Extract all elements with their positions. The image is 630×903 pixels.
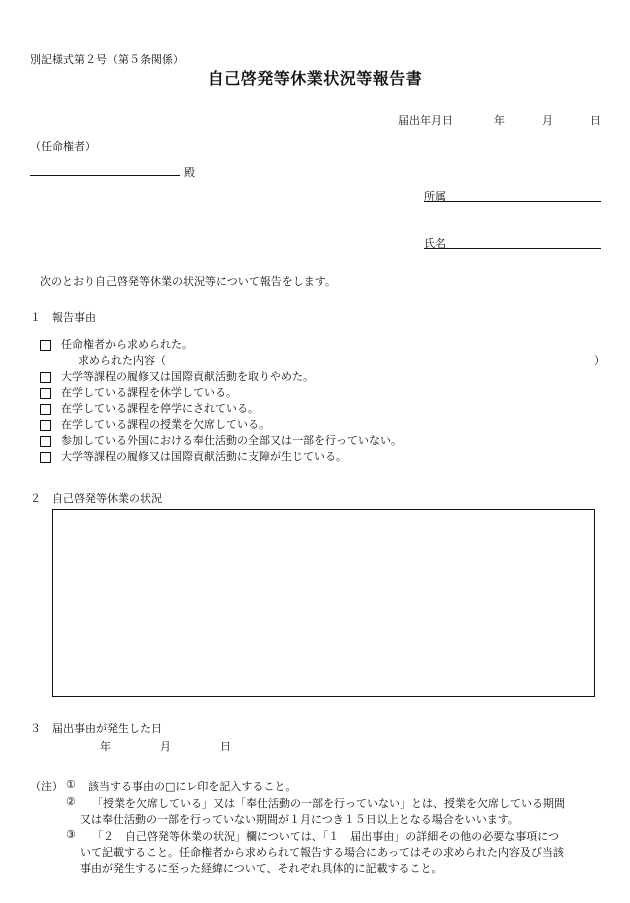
reason-item[interactable]	[40, 449, 402, 465]
checkbox[interactable]	[40, 372, 51, 383]
status-textbox[interactable]	[52, 509, 595, 697]
note-text: 「２ 自己啓発等休業の状況」欄については、「１ 届出事由」の詳細その他の必要な事項につ	[92, 830, 560, 843]
reason-label: 大学等課程の履修又は国際貢献活動に支障が生じている。	[61, 450, 347, 463]
checkbox[interactable]	[40, 436, 51, 447]
dono-honorific: 殿	[184, 166, 195, 179]
checkbox[interactable]	[40, 388, 51, 399]
notes-prefix: （注）	[30, 780, 63, 793]
intro-text: 次のとおり自己啓発等休業の状況等について報告をします。	[40, 275, 336, 288]
page-title: 自己啓発等休業状況等報告書	[207, 69, 423, 88]
reason-item[interactable]	[40, 401, 402, 417]
note-number: ③	[66, 828, 76, 841]
reason-label: 任命権者から求められた。	[61, 338, 193, 351]
reason-label: 在学している課程を停学にされている。	[61, 402, 259, 415]
checkbox[interactable]	[40, 452, 51, 463]
reason-label: 在学している課程を休学している。	[61, 386, 237, 399]
affiliation-line[interactable]	[424, 201, 601, 202]
note-text: 「授業を欠席している」又は「奉仕活動の一部を行っていない」とは、授業を欠席している期間	[92, 797, 565, 810]
reason-label: 大学等課程の履修又は国際貢献活動を取りやめた。	[61, 370, 314, 383]
submission-date-day: 日	[590, 114, 601, 127]
reason-item[interactable]	[40, 385, 402, 401]
reason-item[interactable]	[40, 433, 402, 449]
reason-item[interactable]	[40, 417, 402, 433]
requested-content-close: ）	[594, 354, 605, 367]
checkbox[interactable]	[40, 340, 51, 351]
submission-date-year: 年	[494, 114, 505, 127]
reason-item[interactable]	[40, 337, 402, 353]
affiliation-label: 所属	[424, 190, 446, 203]
note-text: いて記載すること。任命権者から求められて報告する場合にあってはその求められた内容及び当該	[80, 846, 564, 859]
requested-content-label: 求められた内容（	[78, 354, 166, 367]
occurred-date-month: 月	[160, 740, 171, 753]
occurred-date-year: 年	[100, 740, 111, 753]
checkbox[interactable]	[40, 420, 51, 431]
reason-label: 在学している課程の授業を欠席している。	[61, 418, 270, 431]
appointer-name-line[interactable]	[30, 175, 180, 176]
note-text: 又は奉仕活動の一部を行っていない期間が１月につき１５日以上となる場合をいいます。	[80, 813, 519, 826]
reason-label: 参加している外国における奉仕活動の全部又は一部を行っていない。	[61, 434, 402, 447]
section3-heading: ３ 届出事由が発生した日	[30, 722, 162, 735]
reason-item[interactable]	[40, 369, 402, 385]
submission-date-label: 届出年月日	[398, 114, 453, 127]
occurred-date-day: 日	[220, 740, 231, 753]
section2-heading: ２ 自己啓発等休業の状況	[30, 492, 162, 505]
note-text: 事由が発生するに至った経緯について、それぞれ具体的に記載すること。	[80, 862, 443, 875]
section1-heading: １ 報告事由	[30, 311, 96, 324]
name-line[interactable]	[424, 248, 601, 249]
checkbox[interactable]	[40, 404, 51, 415]
name-label: 氏名	[424, 237, 446, 250]
note-number: ①	[66, 778, 76, 791]
note-number: ②	[66, 795, 76, 808]
form-label: 別記様式第２号（第５条関係）	[30, 53, 184, 66]
note-text: 該当する事由の□にレ印を記入すること。	[88, 780, 297, 793]
appointer-label: （任命権者）	[30, 140, 96, 153]
submission-date-month: 月	[542, 114, 553, 127]
